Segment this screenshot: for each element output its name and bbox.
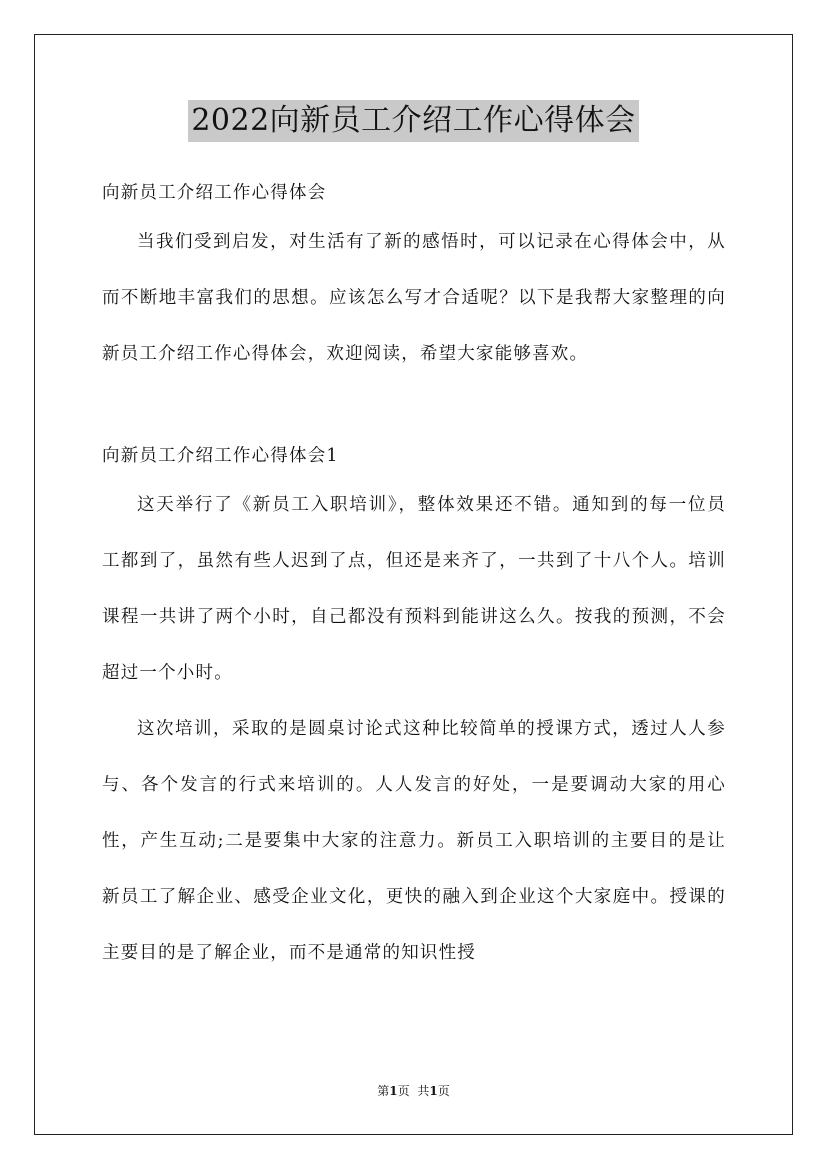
paragraph: 这次培训，采取的是圆桌讨论式这种比较简单的授课方式，透过人人参与、各个发言的行式来培训的。人人发言的好处，一是要调动大家的用心性，产生互动;二是要集中大家的注意力。新员工入职培训的主要目的是让新员工了解企业、感受企业文化，更快的融入到企业这个大家庭中。授课的主要目的是了解企业，而不是通常的知识性授	[102, 719, 726, 963]
section-spacer	[102, 382, 726, 435]
paragraph: 当我们受到启发，对生活有了新的感悟时，可以记录在心得体会中，从而不断地丰富我们的思想。应该怎么写才合适呢？以下是我帮大家整理的向新员工介绍工作心得体会，欢迎阅读，希望大家能够喜欢。	[102, 232, 726, 364]
total-label-prefix: 共	[417, 1084, 430, 1098]
total-pages: 1	[429, 1084, 438, 1098]
title-container	[0, 100, 827, 142]
document-title: 2022向新员工介绍工作心得体会	[188, 100, 638, 142]
page-number: 1	[389, 1084, 398, 1098]
paragraph: 这天举行了《新员工入职培训》，整体效果还不错。通知到的每一位员工都到了，虽然有些人迟到了点，但还是来齐了，一共到了十八个人。培训课程一共讲了两个小时，自己都没有预料到能讲这么久。按我的预测，不会超过一个小时。	[102, 495, 726, 683]
document-body	[102, 172, 726, 981]
total-label-suffix: 页	[437, 1084, 450, 1098]
page-label-prefix: 第	[377, 1084, 390, 1098]
page-label-suffix: 页	[397, 1084, 410, 1098]
section-heading: 向新员工介绍工作心得体会1	[102, 446, 339, 466]
page-footer	[0, 1083, 827, 1099]
section-heading: 向新员工介绍工作心得体会	[102, 183, 327, 203]
